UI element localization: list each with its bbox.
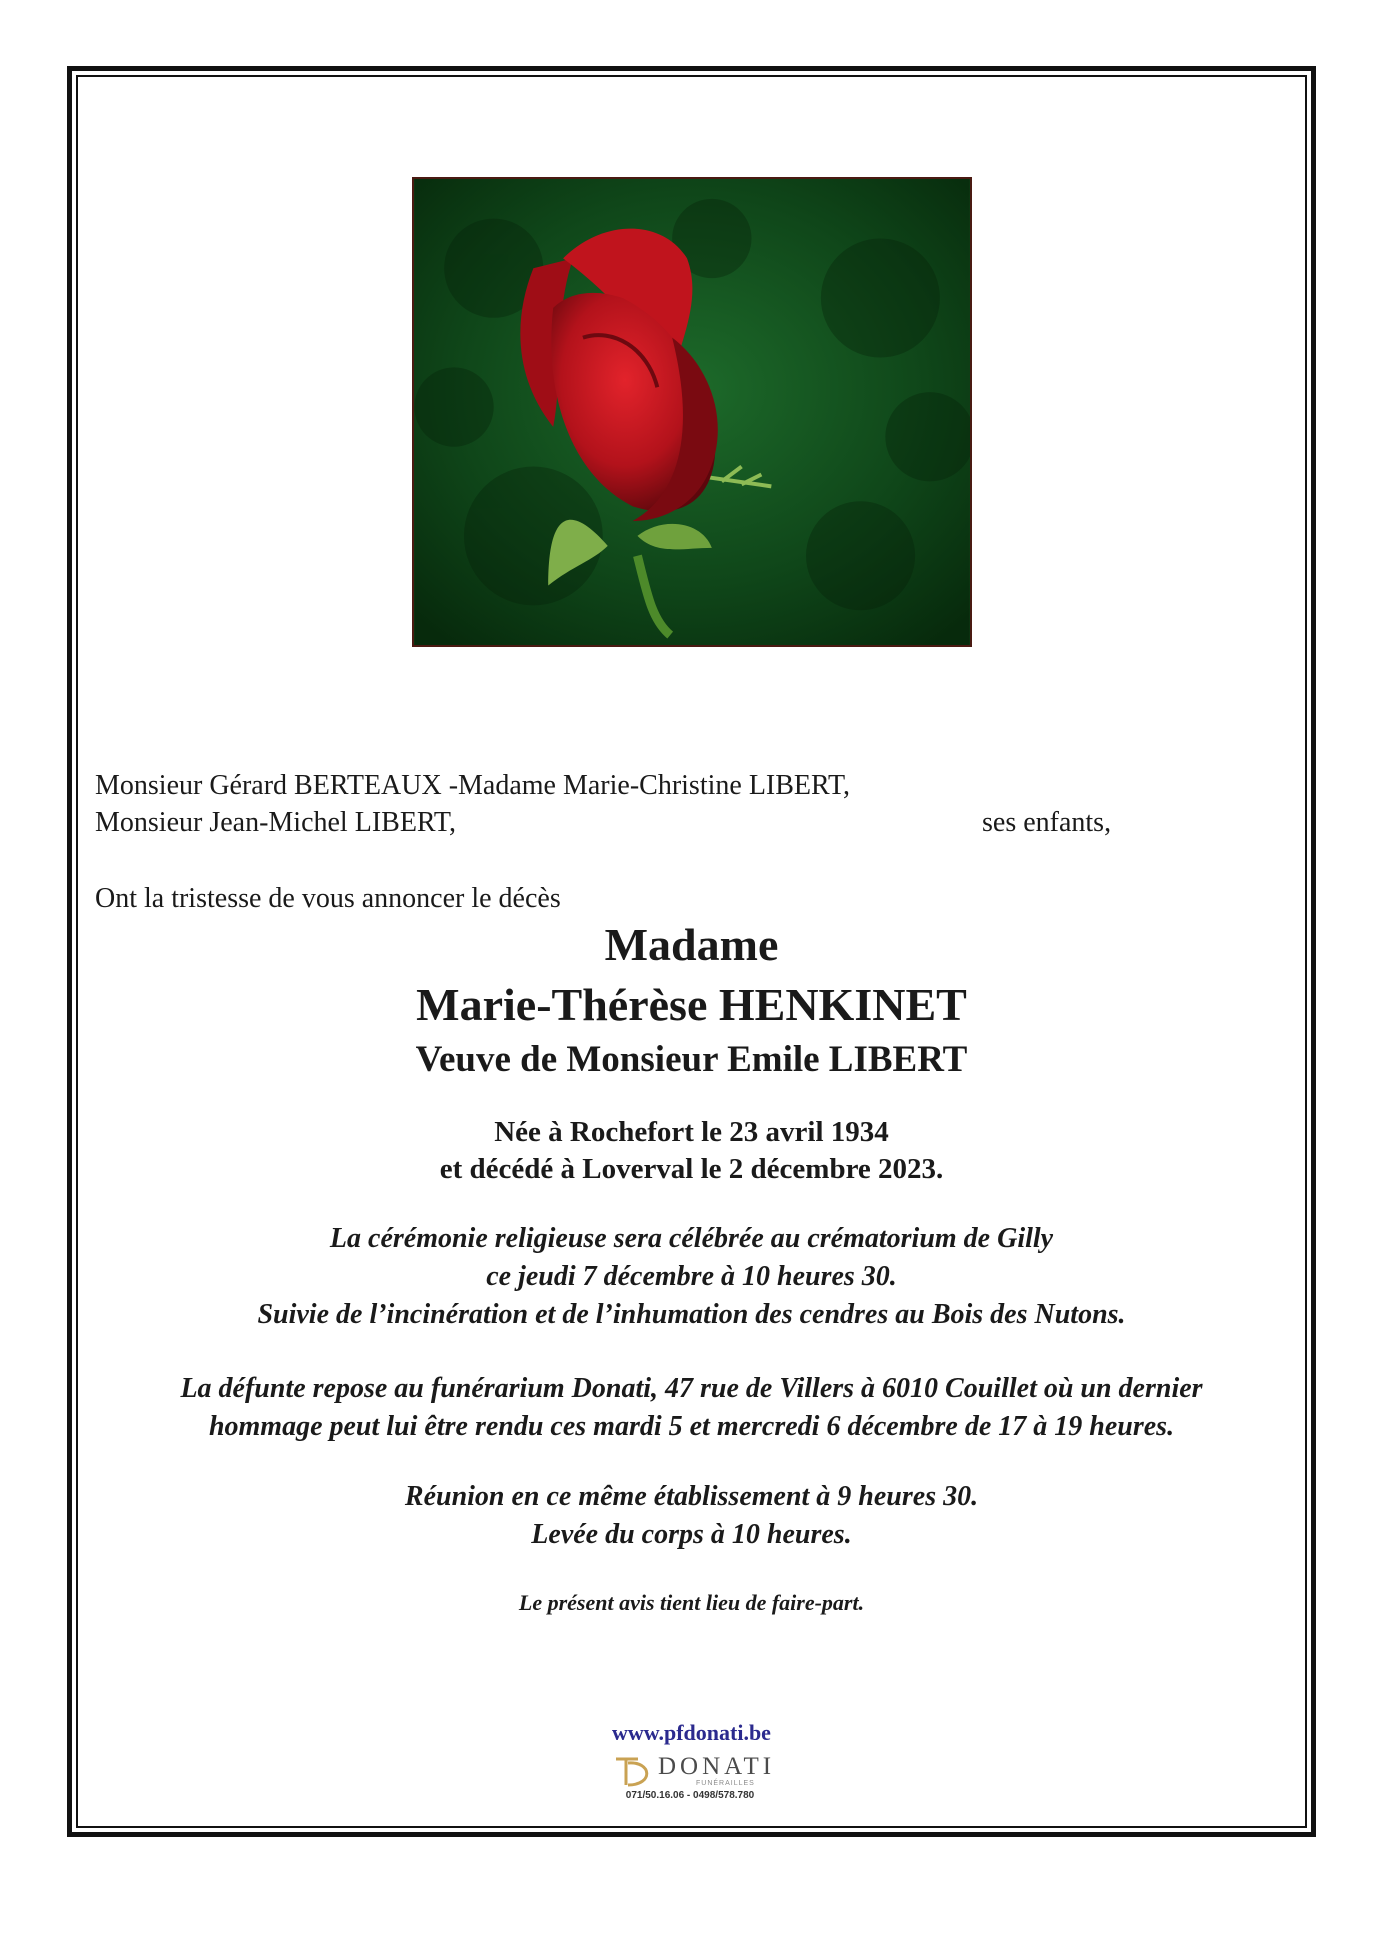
- donati-logo: [612, 1753, 776, 1789]
- meeting-line-1: Réunion en ce même établissement à 9 heures 30.: [404, 1481, 979, 1512]
- family-line-1: Monsieur Gérard BERTEAUX -Madame Marie-Christine LIBERT,: [95, 770, 851, 801]
- birth-info: Née à Rochefort le 23 avril 1934: [494, 1116, 889, 1148]
- rest-line-1: La défunte repose au funérarium Donati, 47 rue de Villers à 6010 Couillet où un dernier: [180, 1373, 1203, 1404]
- deceased-name: Marie-Thérèse HENKINET: [416, 979, 967, 1030]
- phone-numbers: 071/50.16.06 - 0498/578.780: [625, 1790, 755, 1801]
- deceased-title: Madame: [604, 919, 779, 970]
- meeting-line-2: Levée du corps à 10 heures.: [531, 1519, 852, 1550]
- notice-text: Le présent avis tient lieu de faire-part.: [518, 1590, 865, 1615]
- death-info: et décédé à Loverval le 2 décembre 2023.: [439, 1153, 944, 1185]
- family-line-2: Monsieur Jean-Michel LIBERT,: [95, 807, 456, 838]
- ceremony-line-1: La cérémonie religieuse sera célébrée au crématorium de Gilly: [329, 1223, 1054, 1254]
- ceremony-line-2: ce jeudi 7 décembre à 10 heures 30.: [486, 1261, 897, 1292]
- family-role: ses enfants,: [982, 807, 1112, 838]
- website-link[interactable]: www.pfdonati.be: [612, 1720, 771, 1745]
- logo-subtitle: FUNÉRAILLES: [696, 1780, 755, 1787]
- rest-line-2: hommage peut lui être rendu ces mardi 5 et mercredi 6 décembre de 17 à 19 heures.: [208, 1411, 1175, 1442]
- ceremony-line-3: Suivie de l’incinération et de l’inhumation des cendres au Bois des Nutons.: [257, 1299, 1126, 1330]
- donati-logo-mark-icon: [612, 1753, 656, 1789]
- logo-name: DONATI: [658, 1753, 776, 1780]
- widow-of: Veuve de Monsieur Emile LIBERT: [415, 1039, 968, 1080]
- rose-photo: [412, 177, 972, 647]
- announcement: Ont la tristesse de vous annoncer le décès: [95, 883, 561, 914]
